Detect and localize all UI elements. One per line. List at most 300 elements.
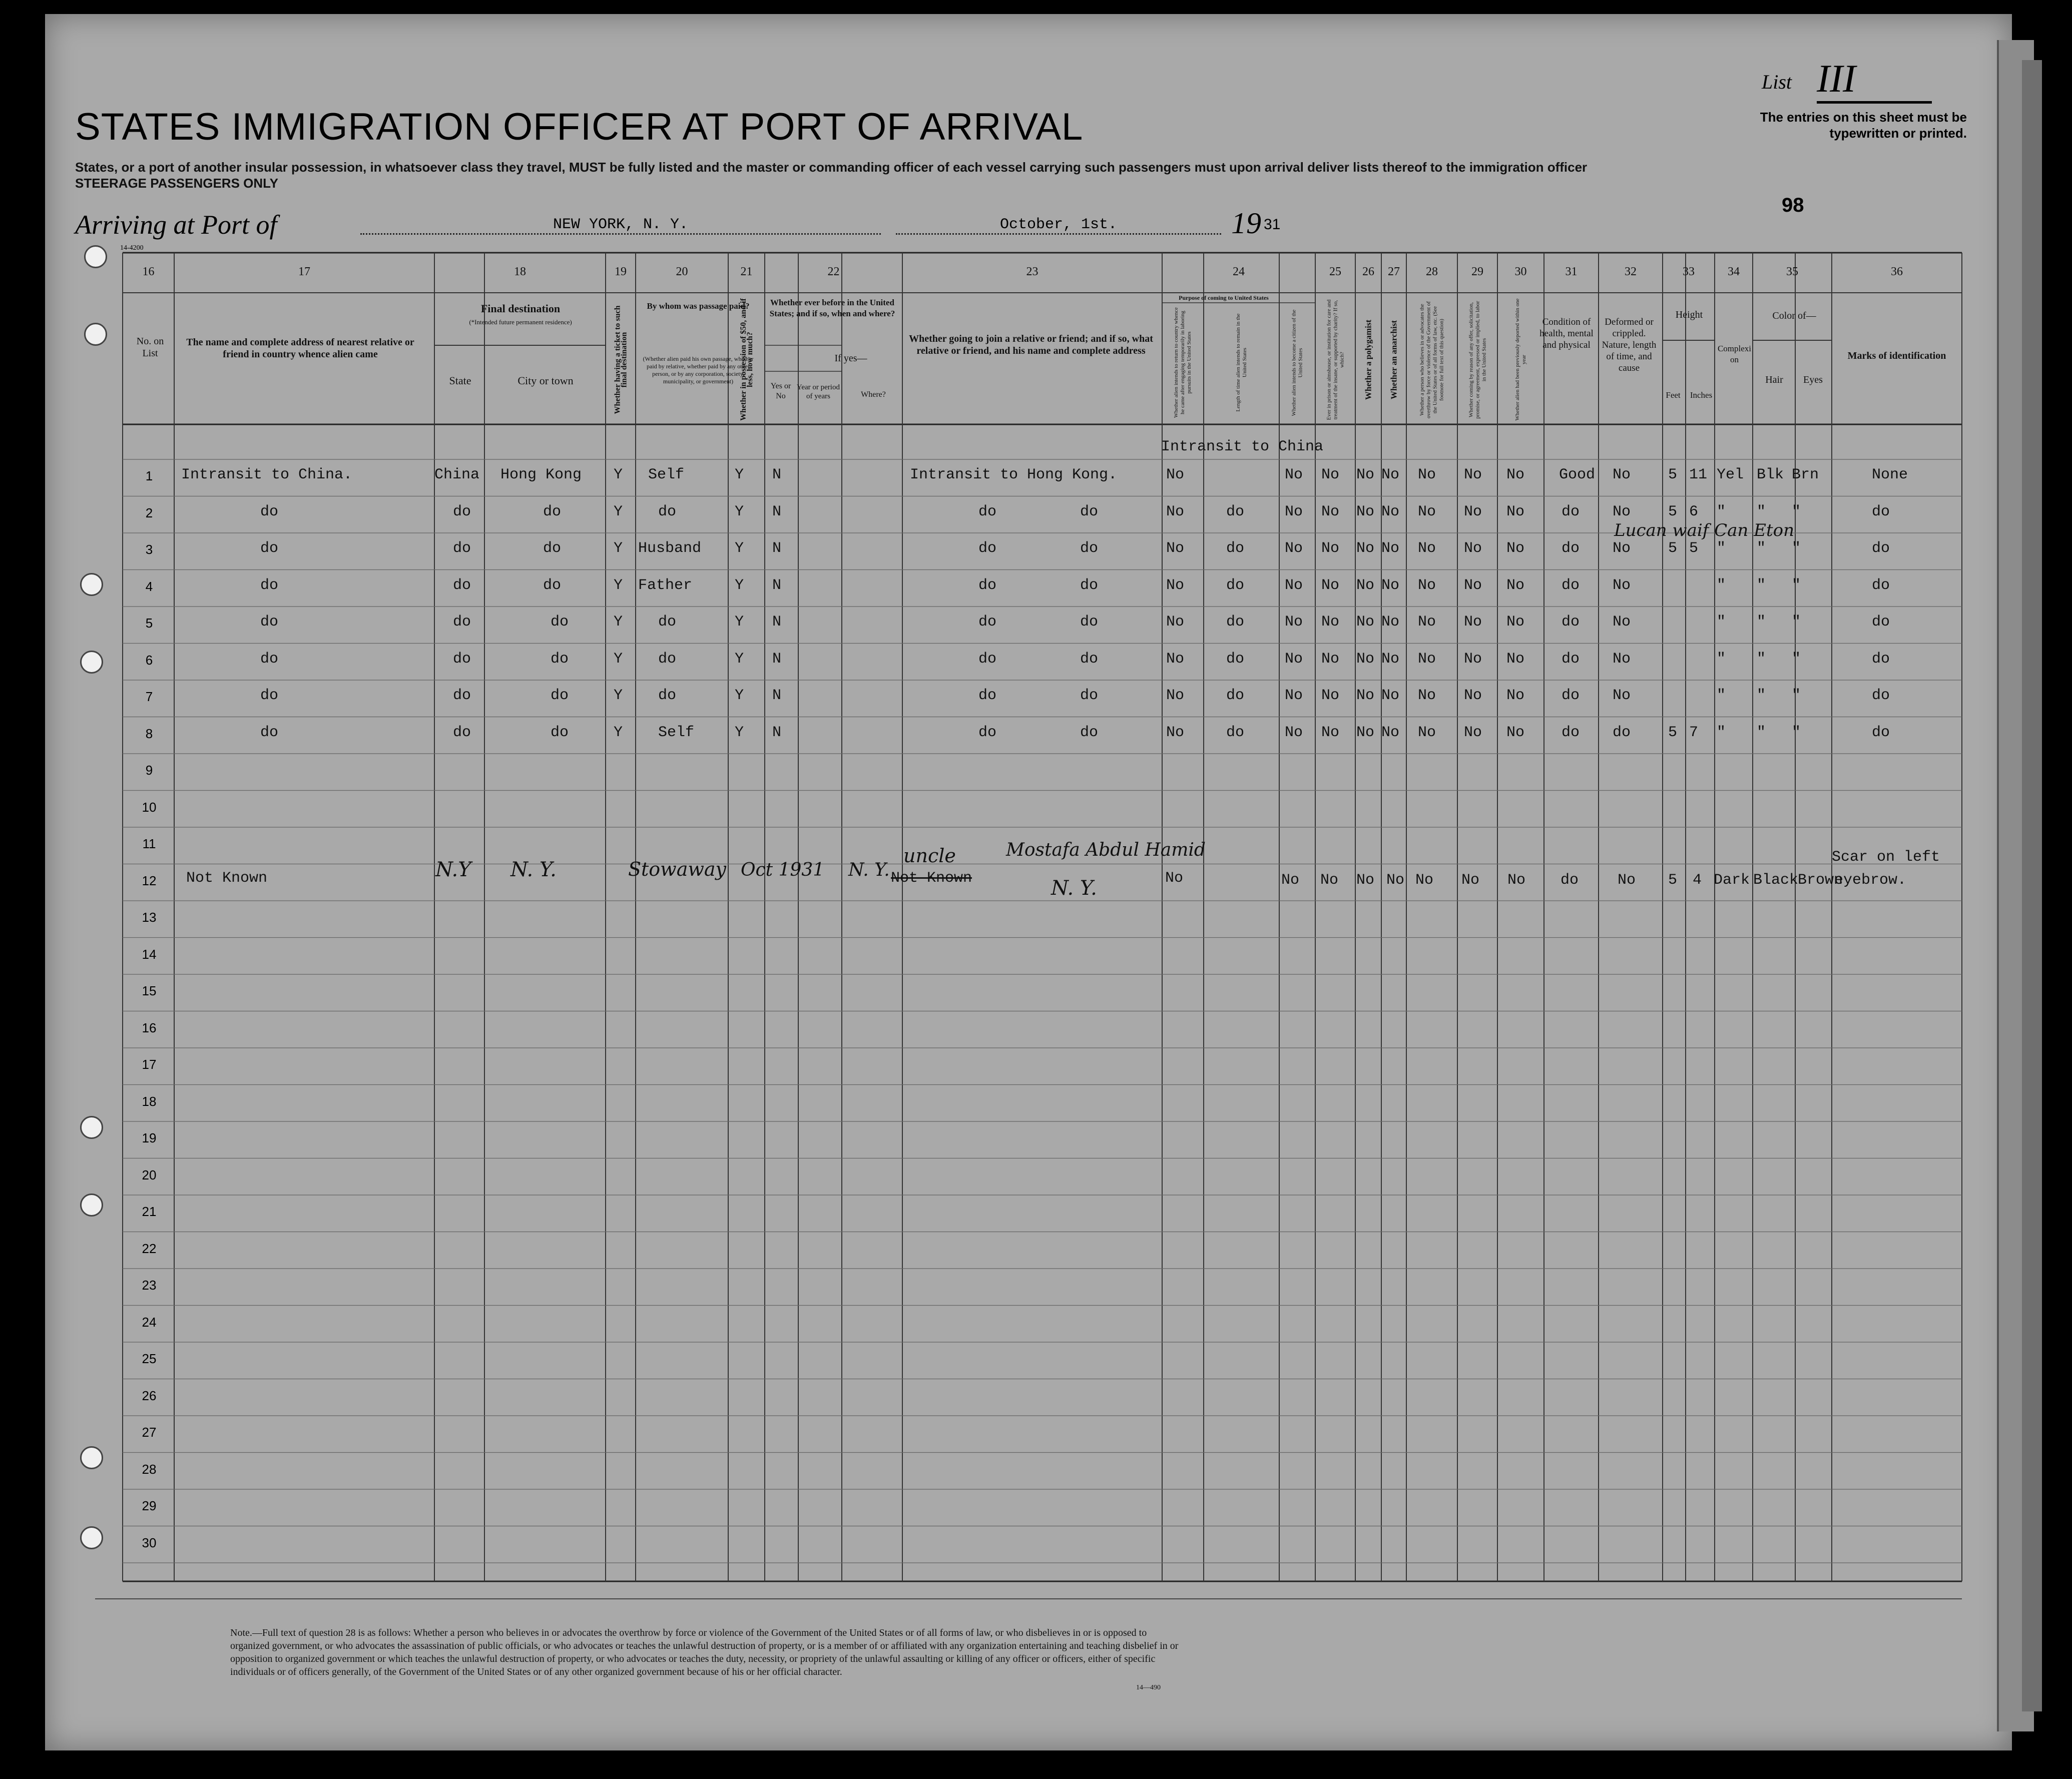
row-number: 23 (142, 1278, 157, 1293)
row-7-c27: No (1381, 687, 1400, 704)
row-12-feet: 5 (1668, 872, 1678, 889)
row-7-eyes: " (1792, 687, 1801, 704)
header-by-whom-note: (Whether alien paid his own passage, whether paid by relative, whether paid by any other person, or by any corporation, society, municipality, or government) (643, 355, 754, 385)
header-final-destination: Final destination (480, 302, 561, 315)
row-1-c17: Intransit to China. (181, 466, 353, 483)
row-6-c29: No (1464, 650, 1482, 668)
row-1-feet: 5 (1668, 466, 1678, 483)
row-6-marks: do (1872, 650, 1890, 668)
row-12-health: do (1561, 872, 1579, 889)
row-2-c26: No (1356, 503, 1375, 520)
row-number: 20 (142, 1167, 157, 1182)
row-1-money: Y (735, 466, 744, 483)
column-number: 35 (1786, 265, 1798, 278)
row-4-c26: No (1356, 576, 1375, 594)
row-12-join-name: Mostafa Abdul Hamid (1006, 840, 1206, 860)
row-1-city: Hong Kong (500, 466, 582, 483)
header-prison: Ever in prison or almshouse, or institution for care and treatment of the insane, or supported by charity? If so, which? (1325, 299, 1345, 420)
row-3-c17: do (260, 540, 279, 557)
row-8-health: do (1562, 724, 1580, 741)
row-2-paid: do (658, 503, 677, 520)
row-7-before: N (772, 687, 782, 704)
section-note: Intransit to China (1161, 438, 1324, 455)
header-complexion: Complexion (1717, 344, 1752, 364)
row-1-c30: No (1506, 466, 1525, 483)
row-number: 4 (145, 578, 153, 594)
row-number: 21 (142, 1204, 157, 1219)
row-4-c30: No (1506, 576, 1525, 594)
subtitle-line-2: STEERAGE PASSENGERS ONLY (75, 176, 278, 191)
row-6-before: N (772, 650, 782, 668)
header-feet: Feet (1666, 390, 1681, 400)
row-1-c29: No (1464, 466, 1482, 483)
header-if-yes: If yes— (834, 353, 867, 364)
row-2-join: do (978, 503, 997, 520)
subtitle-line-1: States, or a port of another insular possession, in whatsoever class they travel, MUST be fully listed and the master or commanding officer of each vessel carrying such passengers must upon arrival deliver lists thereof to the immigration officer (75, 160, 1588, 175)
row-6-hair: " (1757, 650, 1766, 668)
row-6-c26: No (1356, 650, 1375, 668)
row-3-c24a: No (1166, 540, 1185, 557)
row-3-c26: No (1356, 540, 1375, 557)
row-12-join-struck: Not Known (891, 870, 972, 887)
column-number: 27 (1388, 265, 1400, 278)
row-5-c30: No (1506, 614, 1525, 631)
row-5-ticket: Y (614, 614, 623, 631)
row-7-c26: No (1356, 687, 1375, 704)
row-8-state: do (453, 724, 471, 741)
row-5-c17: do (260, 614, 279, 631)
row-8-feet: 5 (1668, 724, 1678, 741)
row-8-hair: " (1757, 724, 1766, 741)
header-polygamist: Whether a polygamist (1363, 319, 1373, 400)
row-1-hair: Blk (1757, 466, 1784, 483)
column-number: 19 (615, 265, 627, 278)
row-1-c24a: No (1166, 466, 1185, 483)
row-5-before: N (772, 614, 782, 631)
header-fifty-dollars: Whether in possession of $50, and if less, how much? (739, 298, 754, 421)
row-6-money: Y (735, 650, 744, 668)
row-12-where: N. Y. (848, 860, 890, 880)
typewritten-note: The entries on this sheet must be typewritten or printed. (1760, 110, 1967, 141)
row-number: 25 (142, 1351, 157, 1366)
list-number: III (1817, 56, 1932, 104)
row-5-c29: No (1464, 614, 1482, 631)
row-4-deformed: No (1613, 576, 1631, 594)
row-12-join-address: N. Y. (1051, 877, 1097, 900)
row-4-city: do (543, 576, 562, 594)
row-6-ticket: Y (614, 650, 623, 668)
port-field: NEW YORK, N. Y. (360, 216, 881, 235)
row-3-c29: No (1464, 540, 1482, 557)
row-8-c28: No (1418, 724, 1436, 741)
column-number: 23 (1026, 265, 1039, 278)
row-4-c28: No (1418, 576, 1436, 594)
column-number: 22 (827, 265, 840, 278)
row-number: 1 (145, 468, 153, 483)
row-4-hair: " (1757, 576, 1766, 594)
row-number: 18 (142, 1093, 157, 1109)
row-5-c24a: No (1166, 614, 1185, 631)
header-where: Where? (861, 390, 886, 399)
footnote: Note.—Full text of question 28 is as follows: Whether a person who believes in or advocates the overthrow by force or violence of the Government of the United States or of all forms of law, or who disbelieves in or is opposed to organized government, or who advocates the assassination of public officials, or who advocates or teaches the unlawful destruction of property, or is a member of or affiliated with any organization entertaining and teaching disbelief in or opposition to organized government or which teaches the unlawful destruction of property, or who advocates or teaches the duty, necessity, or propriety of the unlawful assaulting or killing of any officer or officers, either of specific individuals or of officers generally, of the Government of the United States or of any other organized government because of his or her official character. (230, 1627, 1179, 1677)
row-1-c26: No (1356, 466, 1375, 483)
column-number: 16 (142, 265, 155, 278)
row-1-c25: No (1321, 466, 1340, 483)
row-5-complexion: " (1717, 614, 1726, 631)
date-field: October, 1st. (896, 216, 1221, 235)
row-12-c30: No (1507, 872, 1526, 889)
row-8-deformed: do (1613, 724, 1631, 741)
row-8-join: do (978, 724, 997, 741)
row-6-eyes: " (1792, 650, 1801, 668)
row-4-c24b: do (1226, 576, 1245, 594)
row-4-ticket: Y (614, 576, 623, 594)
row-3-c25: No (1321, 540, 1340, 557)
column-number: 26 (1362, 265, 1374, 278)
row-7-deformed: No (1613, 687, 1631, 704)
row-7-hair: " (1757, 687, 1766, 704)
row-number: 14 (142, 946, 157, 962)
row-4-c24a: No (1166, 576, 1185, 594)
row-3-c24b: do (1226, 540, 1245, 557)
row-1-paid: Self (648, 466, 685, 483)
year-prefix: 19 (1231, 207, 1261, 240)
row-3-feet: 5 (1668, 540, 1678, 557)
row-6-state: do (453, 650, 471, 668)
row-2-money: Y (735, 503, 744, 520)
row-5-marks: do (1872, 614, 1890, 631)
row-8-marks: do (1872, 724, 1890, 741)
row-1-deformed: No (1613, 466, 1631, 483)
row-5-c27: No (1381, 614, 1400, 631)
row-2-before: N (772, 503, 782, 520)
row-4-c27: No (1381, 576, 1400, 594)
row-2-health: do (1562, 503, 1580, 520)
row-2-c25: No (1321, 503, 1340, 520)
row-number: 3 (145, 542, 153, 557)
row-6-complexion: " (1717, 650, 1726, 668)
row-2-c24a: No (1166, 503, 1185, 520)
column-number: 29 (1471, 265, 1483, 278)
column-number: 18 (514, 265, 526, 278)
row-number: 13 (142, 910, 157, 925)
row-number: 7 (145, 689, 153, 704)
row-2-c17: do (260, 503, 279, 520)
column-number: 21 (740, 265, 753, 278)
row-4-c25: No (1321, 576, 1340, 594)
row-3-paid: Husband (638, 540, 702, 557)
row-5-deformed: No (1613, 614, 1631, 631)
row-number: 15 (142, 983, 157, 998)
row-7-c28: No (1418, 687, 1436, 704)
header-yes-no: Yes or No (770, 382, 791, 400)
row-1-marks: None (1872, 466, 1908, 483)
row-12-marks-1: Scar on left (1832, 849, 1940, 866)
row-8-join2: do (1080, 724, 1099, 741)
row-2-c27: No (1381, 503, 1400, 520)
row-2-join2: do (1080, 503, 1099, 520)
row-12-c26: No (1356, 872, 1375, 889)
row-number: 9 (145, 763, 153, 778)
row-7-c24c: No (1285, 687, 1303, 704)
row-2-complexion: " (1717, 503, 1726, 520)
row-6-c25: No (1321, 650, 1340, 668)
row-8-c24a: No (1166, 724, 1185, 741)
row-12-c24a: No (1165, 870, 1184, 887)
header-health: Condition of health, mental and physical (1539, 317, 1594, 350)
row-12-join-relation: uncle (903, 845, 956, 867)
row-number: 22 (142, 1241, 157, 1256)
row-number: 28 (142, 1461, 157, 1477)
column-number: 17 (298, 265, 310, 278)
row-6-c30: No (1506, 650, 1525, 668)
row-4-c17: do (260, 576, 279, 594)
header-ever-before-us: Whether ever before in the United States; and if so, when and where? (769, 298, 895, 318)
row-5-city: do (551, 614, 569, 631)
row-number: 11 (142, 836, 156, 851)
row-3-deformed: No (1613, 540, 1631, 557)
row-8-city: do (551, 724, 569, 741)
row-1-ticket: Y (614, 466, 623, 483)
row-2-state: do (453, 503, 471, 520)
list-label: List (1762, 71, 1792, 93)
row-3-hair: " (1757, 540, 1766, 557)
row-1-inches: 11 (1689, 466, 1708, 483)
row-7-complexion: " (1717, 687, 1726, 704)
row-number: 29 (142, 1498, 157, 1513)
row-12-ever-before: Oct 1931 (741, 860, 825, 880)
row-12-state: N.Y (435, 858, 471, 881)
row-3-join2: do (1080, 540, 1099, 557)
row-3-c24c: No (1285, 540, 1303, 557)
row-5-eyes: " (1792, 614, 1801, 631)
row-5-join: do (978, 614, 997, 631)
row-7-join2: do (1080, 687, 1099, 704)
row-4-money: Y (735, 576, 744, 594)
row-number: 12 (142, 873, 157, 888)
year-suffix: 31 (1264, 216, 1281, 233)
header-join-relative: Whether going to join a relative or friend; and if so, what relative or friend, and his name and complete address (909, 333, 1153, 356)
row-6-c17: do (260, 650, 279, 668)
row-12-inches: 4 (1693, 872, 1702, 889)
row-8-complexion: " (1717, 724, 1726, 741)
row-6-c24b: do (1226, 650, 1245, 668)
row-6-health: do (1562, 650, 1580, 668)
row-number: 27 (142, 1425, 157, 1440)
row-8-c24c: No (1285, 724, 1303, 741)
row-3-handwritten-note: Lucan waif Can Eton (1614, 520, 1794, 540)
row-3-eyes: " (1792, 540, 1801, 557)
row-7-paid: do (658, 687, 677, 704)
row-8-eyes: " (1792, 724, 1801, 741)
row-number: 10 (142, 799, 157, 815)
row-2-eyes: " (1792, 503, 1801, 520)
row-12-c27: No (1386, 872, 1405, 889)
row-12-c24c: No (1281, 872, 1300, 889)
form-number-bottom: 14—490 (1136, 1684, 1161, 1691)
row-number: 8 (145, 726, 153, 741)
row-number: 6 (145, 652, 153, 668)
header-purpose-citizen: Whether alien intends to become a citizen of the United States (1291, 309, 1303, 416)
header-inches: Inches (1690, 390, 1713, 400)
header-ticket: Whether having a ticket to such final destination (613, 305, 628, 414)
row-3-money: Y (735, 540, 744, 557)
column-number: 34 (1728, 265, 1740, 278)
row-3-marks: do (1872, 540, 1890, 557)
row-2-c24c: No (1285, 503, 1303, 520)
row-5-c24b: do (1226, 614, 1245, 631)
header-color-of: Color of— (1772, 310, 1816, 321)
row-8-c30: No (1506, 724, 1525, 741)
header-by-whom-paid: By whom was passage paid? (647, 301, 750, 311)
row-2-c24b: do (1226, 503, 1245, 520)
header-year-period: Year or period of years (797, 383, 840, 400)
row-2-hair: " (1757, 503, 1766, 520)
row-3-before: N (772, 540, 782, 557)
row-3-c30: No (1506, 540, 1525, 557)
row-5-money: Y (735, 614, 744, 631)
row-6-c24c: No (1285, 650, 1303, 668)
row-5-state: do (453, 614, 471, 631)
row-1-c27: No (1381, 466, 1400, 483)
row-3-c28: No (1418, 540, 1436, 557)
row-7-c25: No (1321, 687, 1340, 704)
row-6-c28: No (1418, 650, 1436, 668)
row-2-c29: No (1464, 503, 1482, 520)
row-7-c29: No (1464, 687, 1482, 704)
row-1-join: Intransit to Hong Kong. (910, 466, 1118, 483)
row-5-c26: No (1356, 614, 1375, 631)
row-2-city: do (543, 503, 562, 520)
row-6-c27: No (1381, 650, 1400, 668)
header-final-destination-note: (*Intended future permanent residence) (469, 318, 572, 326)
row-6-city: do (551, 650, 569, 668)
row-number: 30 (142, 1535, 157, 1550)
row-5-c24c: No (1285, 614, 1303, 631)
row-2-feet: 5 (1668, 503, 1678, 520)
header-city: City or town (517, 374, 574, 387)
row-7-c17: do (260, 687, 279, 704)
column-number: 30 (1514, 265, 1527, 278)
row-5-paid: do (658, 614, 677, 631)
row-7-city: do (551, 687, 569, 704)
row-3-c27: No (1381, 540, 1400, 557)
column-number: 31 (1565, 265, 1578, 278)
row-7-join: do (978, 687, 997, 704)
row-12-paid-by: Stowaway (628, 858, 727, 880)
row-12-complexion: Dark (1714, 872, 1750, 889)
row-7-c24b: do (1226, 687, 1245, 704)
header-anarchist: Whether an anarchist (1389, 320, 1398, 399)
row-12-c28: No (1415, 872, 1434, 889)
row-6-join2: do (1080, 650, 1099, 668)
row-6-paid: do (658, 650, 677, 668)
row-number: 19 (142, 1130, 157, 1145)
row-8-before: N (772, 724, 782, 741)
header-deformed: Deformed or crippled. Nature, length of time, and cause (1602, 317, 1657, 373)
row-5-c28: No (1418, 614, 1436, 631)
row-12-city: N. Y. (510, 858, 557, 881)
row-3-complexion: " (1717, 540, 1726, 557)
sheet-number: 98 (1782, 194, 1804, 216)
row-4-c24c: No (1285, 576, 1303, 594)
column-number: 33 (1683, 265, 1695, 278)
header-eyes: Eyes (1803, 374, 1823, 385)
row-8-inches: 7 (1689, 724, 1699, 741)
row-1-c28: No (1418, 466, 1436, 483)
row-7-money: Y (735, 687, 744, 704)
row-8-c17: do (260, 724, 279, 741)
column-number: 25 (1329, 265, 1341, 278)
row-4-paid: Father (638, 576, 693, 594)
row-8-c25: No (1321, 724, 1340, 741)
header-deported: Whether alien had been previously deported within one year (1514, 298, 1527, 421)
header-labor-offer: Whether coming by reason of any offer, solicitation, promise, or agreement, expressed or implied, to labor in the United States (1467, 300, 1487, 419)
row-12-eyes: Brown (1798, 872, 1843, 889)
row-7-marks: do (1872, 687, 1890, 704)
row-6-deformed: No (1613, 650, 1631, 668)
row-8-paid: Self (658, 724, 695, 741)
row-5-join2: do (1080, 614, 1099, 631)
row-7-ticket: Y (614, 687, 623, 704)
header-purpose-length: Length of time alien intends to remain in the United States (1235, 313, 1248, 412)
row-number: 16 (142, 1020, 157, 1035)
row-4-join: do (978, 576, 997, 594)
row-6-join: do (978, 650, 997, 668)
row-4-marks: do (1872, 576, 1890, 594)
row-2-deformed: No (1613, 503, 1631, 520)
row-5-health: do (1562, 614, 1580, 631)
header-overthrow: Whether a person who believes in or advocates the overthrow by force or violence of the Government of the United States or of all forms of law, etc. (See footnote for full text of this question) (1419, 301, 1444, 418)
row-2-ticket: Y (614, 503, 623, 520)
row-3-city: do (543, 540, 562, 557)
form-number-top: 14-4200 (120, 244, 144, 252)
header-height: Height (1675, 309, 1703, 320)
header-hair: Hair (1765, 374, 1783, 385)
row-1-health: Good (1559, 466, 1596, 483)
row-12-c25: No (1320, 872, 1339, 889)
row-12-deformed: No (1618, 872, 1636, 889)
row-4-before: N (772, 576, 782, 594)
row-1-before: N (772, 466, 782, 483)
row-1-complexion: Yel (1717, 466, 1744, 483)
row-1-state: China (434, 466, 480, 483)
row-2-marks: do (1872, 503, 1890, 520)
row-12-relative: Not Known (186, 870, 268, 887)
row-number: 5 (145, 616, 153, 631)
row-number: 26 (142, 1388, 157, 1403)
row-1-c24c: No (1285, 466, 1303, 483)
row-2-c30: No (1506, 503, 1525, 520)
column-number: 32 (1625, 265, 1637, 278)
row-4-join2: do (1080, 576, 1099, 594)
row-8-c29: No (1464, 724, 1482, 741)
form-title: STATES IMMIGRATION OFFICER AT PORT OF ARRIVAL (75, 106, 1084, 148)
row-8-money: Y (735, 724, 744, 741)
header-no-on-list: No. on List (136, 336, 164, 359)
row-2-c28: No (1418, 503, 1436, 520)
header-nearest-relative: The name and complete address of nearest relative or friend in country whence alien came (186, 337, 414, 360)
row-3-join: do (978, 540, 997, 557)
row-8-c27: No (1381, 724, 1400, 741)
row-7-c24a: No (1166, 687, 1185, 704)
row-7-health: do (1562, 687, 1580, 704)
row-4-complexion: " (1717, 576, 1726, 594)
row-6-c24a: No (1166, 650, 1185, 668)
row-number: 24 (142, 1314, 157, 1330)
row-number: 17 (142, 1057, 157, 1072)
row-4-eyes: " (1792, 576, 1801, 594)
